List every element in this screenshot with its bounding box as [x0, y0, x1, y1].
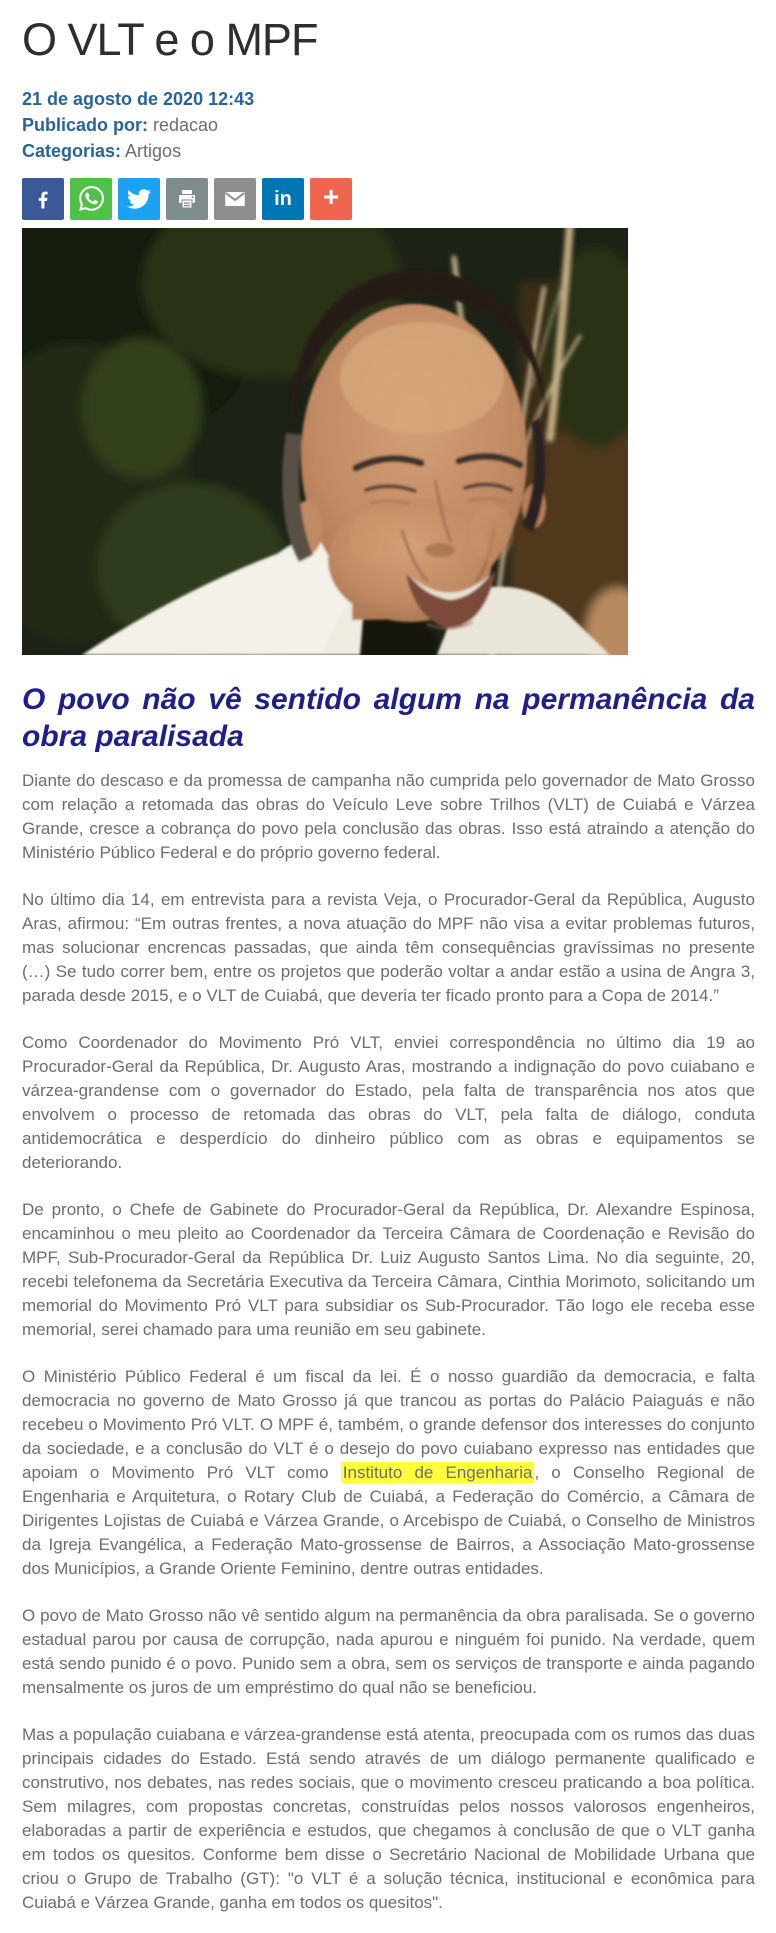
published-by-line: [22, 112, 755, 138]
share-whatsapp-button[interactable]: [70, 178, 112, 220]
printer-icon: [175, 187, 199, 211]
post-date: 21 de agosto de 2020 12:43: [22, 88, 255, 109]
article-paragraph-6: O povo de Mato Grosso não vê sentido algum na permanência da obra paralisada. Se o governo estadual parou por causa de corrupção, nada apurou e ninguém foi punido. Na verdade, quem está sendo punido é o povo. Punido sem a obra, sem os serviços de transporte e ainda pagando mensalmente os juros de um empréstimo do qual não se beneficiou.: [22, 1605, 755, 1697]
article-subtitle: O povo não vê sentido algum na permanência da obra paralisada: [22, 682, 755, 753]
photo-illustration: [22, 228, 628, 655]
facebook-icon: [31, 187, 55, 211]
share-facebook-button[interactable]: [22, 178, 64, 220]
article-paragraph-4: De pronto, o Chefe de Gabinete do Procurador-Geral da República, Dr. Alexandre Espinosa, encaminhou o meu pleito ao Coordenador da Terceira Câmara de Coordenação e Revisão do MPF, Sub-Procurador-Geral da República Dr. Luiz Augusto Santos Lima. No dia seguinte, 20, recebi telefonema da Secretária Executiva da Terceira Câmara, Cinthia Morimoto, solicitando um memorial do Movimento Pró VLT para subsidiar os Sub-Procurador. Tão logo ele receba esse memorial, serei chamado para uma reunião em seu gabinete.: [22, 1199, 755, 1339]
published-by-value[interactable]: redacao: [153, 114, 219, 135]
article-paragraph-7: Mas a população cuiabana e várzea-grandense está atenta, preocupada com os rumos das duas principais cidades do Estado. Está sendo através de um diálogo permanente qualificado e construtivo, nos debates, nas redes sociais, que o movimento cresceu praticando a boa política. Sem milagres, com propostas concretas, construídas pelos nossos valorosos engenheiros, elaboradas a partir de experiência e estudos, que chegamos à conclusão de que o VLT ganha em todos os quesitos. Conforme bem disse o Secretário Nacional de Mobilidade Urbana que criou o Grupo de Trabalho (GT): "o VLT é a solução técnica, institucional e econômica para Cuiabá e Várzea Grande, ganha em todos os quesitos".: [22, 1724, 755, 1912]
paragraph-5-text-after: , o Conselho Regional de Engenharia e Arquitetura, o Rotary Club de Cuiabá, a Federação do Comércio, a Câmara de Dirigentes Lojistas de Cuiabá e Várzea Grande, o Arcebispo de Cuiabá, o Conselho de Ministros da Igreja Evangélica, a Federação Mato-grossense de Bairros, a Associação Mato-grossense dos Municípios, a Grande Oriente Feminino, dentre outras entidades.: [22, 1462, 755, 1578]
share-buttons-row: [22, 178, 755, 220]
article-paragraph-3: Como Coordenador do Movimento Pró VLT, enviei correspondência no último dia 19 ao Procurador-Geral da República, Dr. Augusto Aras, mostrando a indignação do povo cuiabano e várzea-grandense com o governador do Estado, pela falta de transparência nos atos que envolvem o processo de retomada das obras do VLT, pela falta de diálogo, conduta antidemocrática e desperdício do dinheiro público com as obras e equipamentos se deteriorando.: [22, 1032, 755, 1172]
article-paragraph-5: [22, 1365, 755, 1581]
share-more-button[interactable]: [310, 178, 352, 220]
post-meta: [22, 86, 755, 164]
plus-icon: +: [322, 181, 340, 213]
share-twitter-button[interactable]: [118, 178, 160, 220]
whatsapp-icon: [79, 186, 104, 211]
article-photo: [22, 228, 628, 655]
categories-label: Categorias:: [22, 140, 122, 161]
twitter-icon: [127, 187, 151, 211]
published-by-label: Publicado por:: [22, 114, 148, 135]
article-paragraph-2: No último dia 14, em entrevista para a revista Veja, o Procurador-Geral da República, Augusto Aras, afirmou: “Em outras frentes, a nova atuação do MPF não visa a evitar problemas futuros, mas solucionar encrencas passadas, que ainda têm consequências gravíssimas no presente (…) Se tudo correr bem, entre os projetos que poderão voltar a andar estão a usina de Angra 3, parada desde 2015, e o VLT de Cuiabá, que deveria ter ficado pronto para a Copa de 2014.”: [22, 889, 755, 1005]
article-body: [22, 681, 755, 1915]
share-print-button[interactable]: [166, 178, 208, 220]
email-icon: [222, 186, 248, 212]
page-title: O VLT e o MPF: [22, 14, 318, 65]
article-paragraph-1: Diante do descaso e da promessa de campanha não cumprida pelo governador de Mato Grosso com relação a retomada das obras do Veículo Leve sobre Trilhos (VLT) de Cuiabá e Várzea Grande, cresce a cobrança do povo pela conclusão das obras. Isso está atraindo a atenção do Ministério Público Federal e do próprio governo federal.: [22, 770, 755, 862]
highlighted-text: Instituto de Engenharia: [342, 1462, 533, 1482]
share-email-button[interactable]: [214, 178, 256, 220]
linkedin-icon: in: [274, 187, 292, 210]
share-linkedin-button[interactable]: [262, 178, 304, 220]
paragraph-5-text-before: O Ministério Público Federal é um fiscal da lei. É o nosso guardião da democracia, e falta democracia no governo de Mato Grosso já que trancou as portas do Palácio Paiaguás e não recebeu o Movimento Pró VLT. O MPF é, também, o grande defensor dos interesses do conjunto da sociedade, e a conclusão do VLT é o desejo do povo cuiabano expresso nas entidades que apoiam o Movimento Pró VLT como: [22, 1366, 755, 1482]
categories-value[interactable]: Artigos: [125, 140, 182, 161]
categories-line: [22, 138, 755, 164]
